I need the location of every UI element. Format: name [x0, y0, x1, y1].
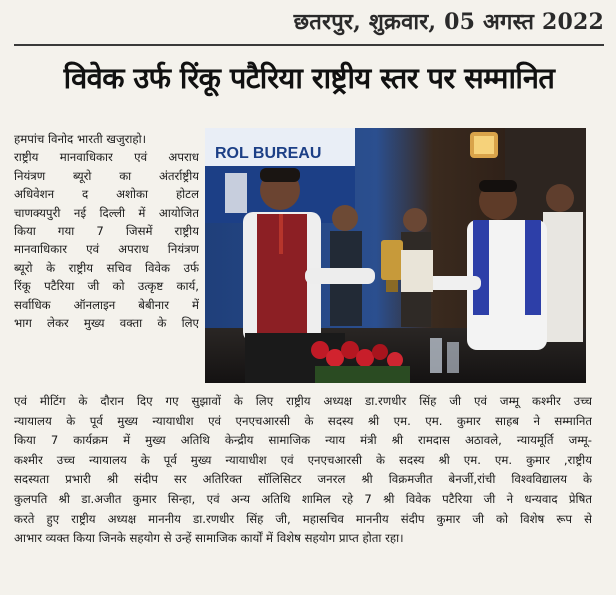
body-line: आभार व्यक्त किया जिनके सहयोग से उन्हें सामाजिक कार्यों में विशेष सहयोग प्राप्त होता रहा।: [14, 531, 404, 546]
column-line: भाग लेकर मुख्य वक्ता के लिए: [14, 316, 199, 331]
column-line: मानवाधिकार एवं अपराध नियंत्रण: [14, 242, 199, 257]
headline: विवेक उर्फ रिंकू पटैरिया राष्ट्रीय स्तर पर सम्मानित: [63, 61, 555, 95]
column-line: चाणक्यपुरी नई दिल्ली में आयोजित: [14, 205, 199, 220]
column-line: राष्ट्रीय मानवाधिकार एवं अपराध: [14, 150, 199, 165]
column-line: रिंकू पटैरिया जी को उत्कृष्ट कार्य,: [14, 279, 199, 294]
body-line: सदस्यता प्रभारी श्री संदीप सर अतिरिक्त सॉलिसिटर जनरल श्री विक्रमजीत बेनर्जी,रांची विश्वविद्यालय के: [14, 472, 592, 487]
column-line: ब्यूरो के राष्ट्रीय सचिव विवेक उर्फ: [14, 260, 199, 275]
column-line: अधिवेशन द अशोका होटल: [14, 187, 199, 202]
body-line: एवं मीटिंग के दौरान दिए गए सुझावों के लिए राष्ट्रीय अध्यक्ष डा.रणधीर सिंह जी एवं जम्मू कश्मीर उच्च: [14, 394, 592, 408]
body-line: किया 7 कार्यक्रम में मुख्य अतिथि केन्द्रीय सामाजिक न्याय मंत्री श्री रामदास अठावले, न्यायमूर्ति जम्मू-: [14, 433, 592, 448]
column-line: किया गया 7 जिसमें राष्ट्रीय: [14, 224, 199, 239]
dateline: छतरपुर, शुक्रवार, 05 अगस्त 2022: [293, 9, 604, 35]
banner-text: ROL BUREAU: [215, 145, 322, 162]
column-line: हमपांच विनोद भारती खजुराहो।: [14, 132, 147, 146]
column-line: नियंत्रण ब्यूरो का अंतर्राष्ट्रीय: [14, 168, 199, 183]
body-line: कुलपति श्री डा.अजीत कुमार सिन्हा, एवं अन्य अतिथि शामिल रहे 7 श्री विवेक पटैरिया जी ने धन्यवाद प्रेषित: [14, 491, 592, 506]
award-ceremony-photo: [205, 128, 586, 383]
body-line: कश्मीर उच्च न्यायालय के पूर्व मुख्य न्यायाधीश एवं एनएचआरसी के सदस्य श्री एम. एम. कुमार ,राष्ट्रीय: [14, 452, 592, 467]
article-body-text: [14, 392, 592, 549]
body-line: न्यायालय के पूर्व मुख्य न्यायाधीश एवं एनएचआरसी के सदस्य श्री एम. एम. कुमार साहब ने सम्मानित: [14, 413, 592, 428]
article-column-text: [14, 130, 199, 332]
header-rule: [14, 44, 604, 46]
body-line: करते हुए राष्ट्रीय अध्यक्ष माननीय डा.रणधीर सिंह जी, महासचिव माननीय संदीप कुमार जी को विशेष रूप से: [14, 511, 592, 526]
column-line: सर्वाधिक ऑनलाइन बेबीनार में: [14, 297, 199, 312]
